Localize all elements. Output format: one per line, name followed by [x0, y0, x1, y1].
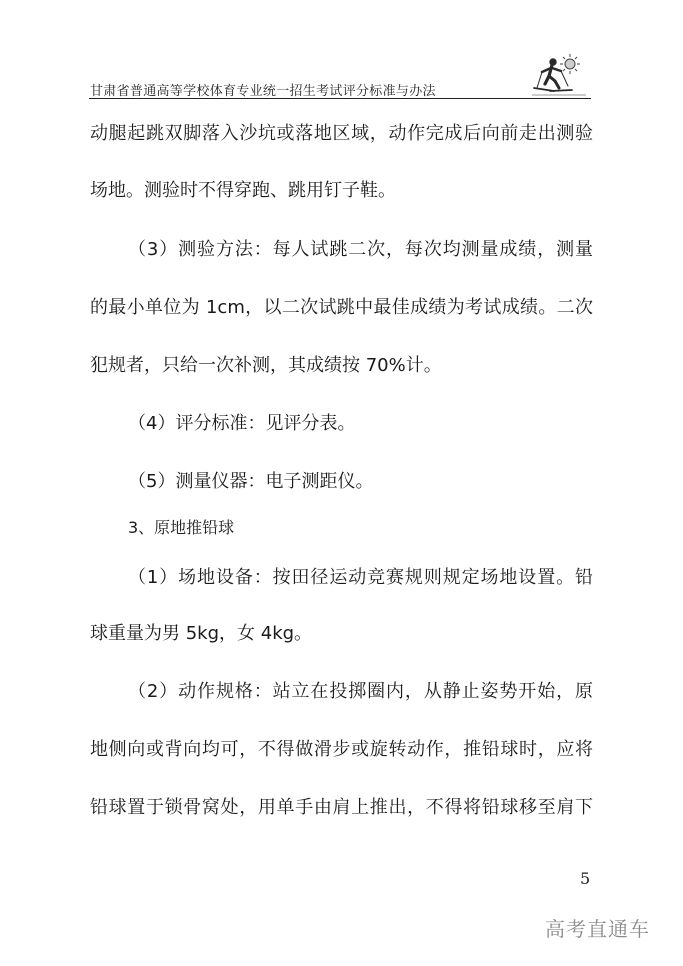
paragraph-line: （5）测量仪器：电子测距仪。 — [128, 471, 374, 492]
paragraph-line: 地侧向或背向均可，不得做滑步或旋转动作，推铅球时，应将 — [90, 739, 593, 760]
paragraph-line: 犯规者，只给一次补测，其成绩按 70%计。 — [90, 355, 442, 376]
paragraph-line: （2）动作规格：站立在投掷圈内，从静止姿势开始，原 — [128, 681, 593, 702]
header-title: 甘肃省普通高等学校体育专业统一招生考试评分标准与办法 — [90, 84, 436, 99]
paragraph-line: 铅球置于锁骨窝处，用单手由肩上推出，不得将铅球移至肩下 — [90, 797, 593, 818]
page-number: 5 — [580, 869, 591, 888]
paragraph-line: 场地。测验时不得穿跑、跳用钉子鞋。 — [90, 180, 396, 201]
header-rule — [89, 98, 591, 99]
paragraph-line: 球重量为男 5kg，女 4kg。 — [90, 623, 313, 644]
paragraph-line: 的最小单位为 1cm，以二次试跳中最佳成绩为考试成绩。二次 — [90, 297, 593, 318]
section-heading: 3、原地推铅球 — [128, 518, 235, 537]
skier-logo-icon — [528, 50, 588, 98]
watermark: 高考直通车 — [545, 917, 650, 941]
paragraph-line: （4）评分标准：见评分表。 — [128, 413, 356, 434]
paragraph-line: 动腿起跳双脚落入沙坑或落地区域，动作完成后向前走出测验 — [90, 123, 593, 144]
paragraph-line: （1）场地设备：按田径运动竞赛规则规定场地设置。铅 — [128, 567, 593, 588]
paragraph-line: （3）测验方法：每人试跳二次，每次均测量成绩，测量 — [128, 239, 593, 260]
